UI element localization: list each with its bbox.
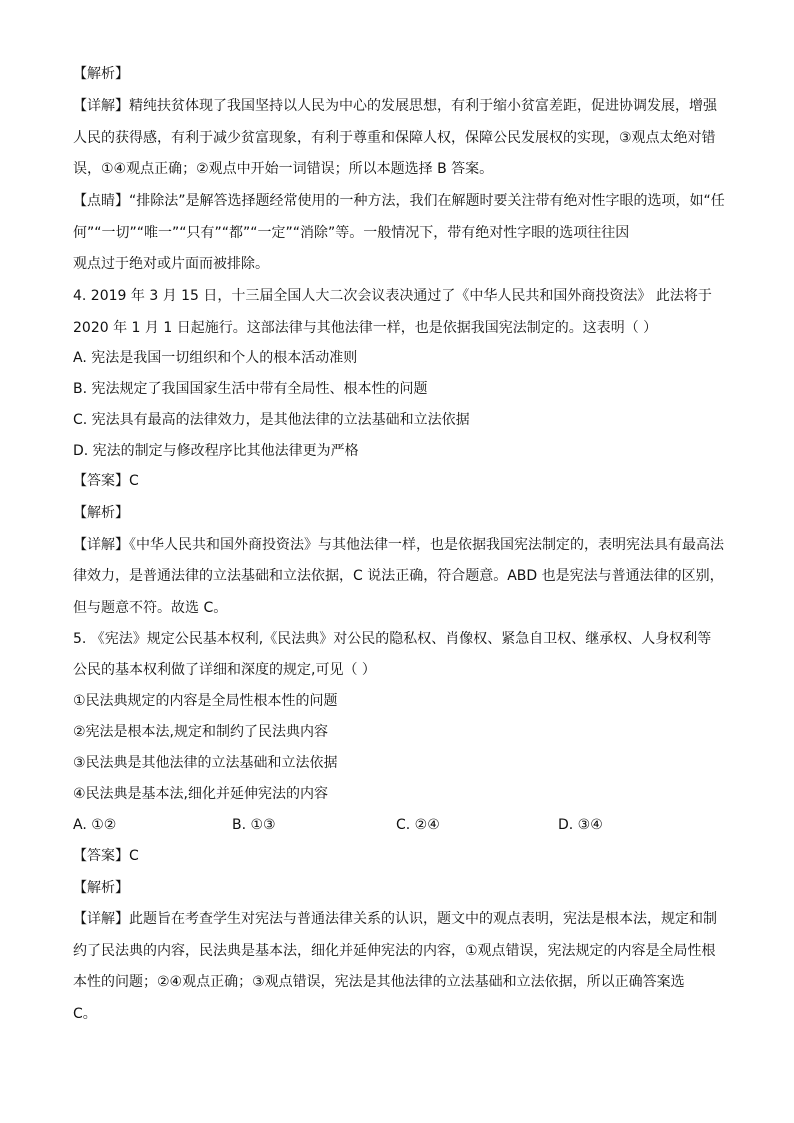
q4-analysis-label: 【解析】 bbox=[73, 505, 129, 521]
q3-detail-line-2: 人民的获得感，有利于减少贫富现象，有利于尊重和保障人权，保障公民发展权的实现，③观点太绝对错 bbox=[73, 130, 716, 146]
q5-statement-3: ③民法典是其他法律的立法基础和立法依据 bbox=[73, 755, 338, 771]
q3-tip-line-1: 【点睛】“排除法”是解答选择题经常使用的一种方法，我们在解题时要关注带有绝对性字眼的选项，如“任 bbox=[73, 193, 725, 209]
q4-answer: 【答案】C bbox=[73, 473, 139, 489]
q4-option-b: B. 宪法规定了我国国家生活中带有全局性、根本性的问题 bbox=[73, 381, 428, 397]
q4-option-a: A. 宪法是我国一切组织和个人的根本活动准则 bbox=[73, 350, 358, 366]
q5-choice-b: B. ①③ bbox=[232, 817, 276, 833]
q3-tip-line-3: 观点过于绝对或片面而被排除。 bbox=[73, 256, 269, 272]
q5-detail-line-2: 约了民法典的内容，民法典是基本法，细化并延伸宪法的内容，①观点错误，宪法规定的内容是全局性根 bbox=[73, 943, 716, 959]
q4-option-d: D. 宪法的制定与修改程序比其他法律更为严格 bbox=[73, 443, 359, 459]
q5-detail-line-3: 本性的问题；②④观点正确；③观点错误，宪法是其他法律的立法基础和立法依据，所以正确答案选 bbox=[73, 974, 685, 990]
q5-analysis-label: 【解析】 bbox=[73, 880, 129, 896]
q5-choice-c: C. ②④ bbox=[396, 817, 440, 833]
q3-detail-line-3: 误，①④观点正确；②观点中开始一词错误；所以本题选择 B 答案。 bbox=[73, 161, 494, 177]
q4-stem-line-2: 2020 年 1 月 1 日起施行。这部法律与其他法律一样，也是依据我国宪法制定的。这表明（ ） bbox=[73, 320, 658, 336]
q5-stem-line-1: 5. 《宪法》规定公民基本权利,《民法典》对公民的隐私权、肖像权、紧急自卫权、继承权、人身权利等 bbox=[73, 631, 712, 647]
q5-statement-1: ①民法典规定的内容是全局性根本性的问题 bbox=[73, 693, 338, 709]
q3-analysis-label: 【解析】 bbox=[73, 66, 129, 82]
q5-detail-line-1: 【详解】此题旨在考查学生对宪法与普通法律关系的认识，题文中的观点表明，宪法是根本法，规定和制 bbox=[73, 911, 717, 927]
q3-tip-line-2: 何”“一切”“唯一”“只有”“都”“一定”“消除”等。一般情况下，带有绝对性字眼的选项往往因 bbox=[73, 225, 630, 241]
q4-detail-line-3: 但与题意不符。故选 C。 bbox=[73, 600, 228, 616]
q4-detail-line-2: 律效力，是普通法律的立法基础和立法依据，C 说法正确，符合题意。ABD 也是宪法与普通法律的区别， bbox=[73, 568, 724, 584]
q5-stem-line-2: 公民的基本权利做了详细和深度的规定,可见（ ） bbox=[73, 662, 376, 678]
q5-choices bbox=[73, 815, 733, 835]
q4-detail-line-1: 【详解】《中华人民共和国外商投资法》与其他法律一样，也是依据我国宪法制定的，表明宪法具有最高法 bbox=[73, 537, 724, 553]
q5-statement-2: ②宪法是根本法,规定和制约了民法典内容 bbox=[73, 724, 328, 740]
q5-choice-a: A. ①② bbox=[73, 817, 117, 833]
q4-option-c: C. 宪法具有最高的法律效力，是其他法律的立法基础和立法依据 bbox=[73, 412, 470, 428]
q5-answer: 【答案】C bbox=[73, 848, 139, 864]
q5-statement-4: ④民法典是基本法,细化并延伸宪法的内容 bbox=[73, 786, 328, 802]
q4-stem-line-1: 4. 2019 年 3 月 15 日，十三届全国人大二次会议表决通过了《中华人民共和国外商投资法》 此法将于 bbox=[73, 288, 712, 304]
q3-detail-line-1: 【详解】精纯扶贫体现了我国坚持以人民为中心的发展思想，有利于缩小贫富差距，促进协调发展，增强 bbox=[73, 98, 717, 114]
q5-choice-d: D. ③④ bbox=[558, 817, 603, 833]
q5-detail-line-4: C。 bbox=[73, 1006, 97, 1022]
